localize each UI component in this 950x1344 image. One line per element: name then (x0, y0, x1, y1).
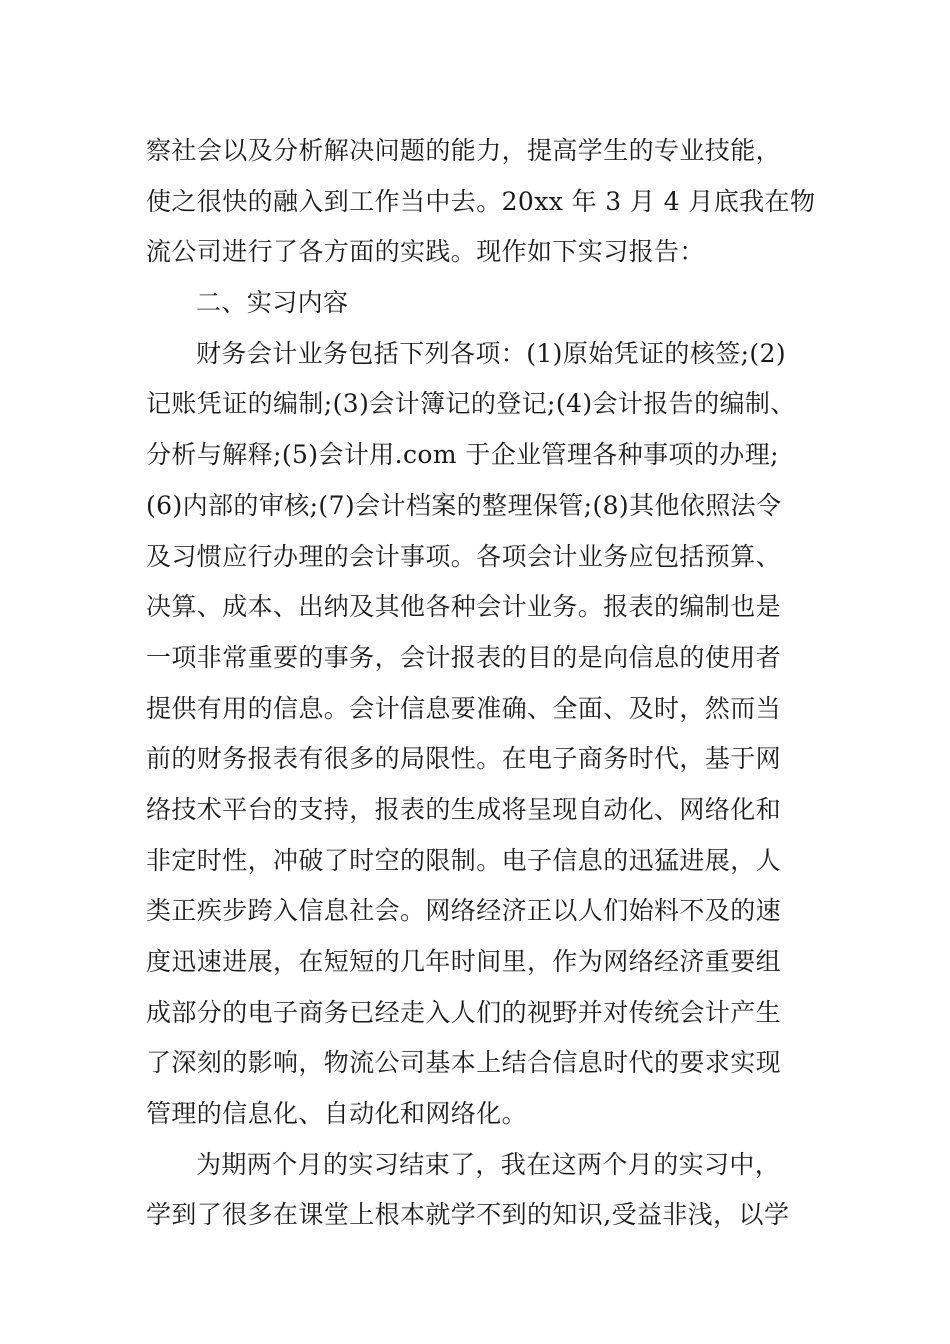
paragraph-line: 管理的信息化、自动化和网络化。 (146, 1099, 528, 1129)
paragraph-line: 前的财务报表有很多的局限性。在电子商务时代，基于网 (146, 744, 782, 774)
paragraph-line: 学到了很多在课堂上根本就学不到的知识,受益非浅，以学 (146, 1200, 790, 1230)
paragraph-line: 察社会以及分析解决问题的能力，提高学生的专业技能， (146, 136, 782, 165)
paragraph-line: 络技术平台的支持，报表的生成将呈现自动化、网络化和 (146, 794, 782, 824)
paragraph-line: 成部分的电子商务已经走入人们的视野并对传统会计产生 (146, 997, 782, 1027)
report-body (146, 126, 816, 1241)
paragraph-line: 一项非常重要的事务，会计报表的目的是向信息的使用者 (146, 642, 782, 672)
paragraph-line: 了深刻的影响，物流公司基本上结合信息时代的要求实现 (146, 1048, 782, 1078)
paragraph-line: 分析与解释;(5)会计用.com 于企业管理各种事项的办理; (146, 440, 779, 470)
paragraph-line: 度迅速进展，在短短的几年时间里，作为网络经济重要组 (146, 947, 782, 976)
paragraph-line: 决算、成本、出纳及其他各种会计业务。报表的编制也是 (146, 592, 782, 622)
paragraph-line: 使之很快的融入到工作当中去。20xx 年 3 月 4 月底我在物 (146, 186, 816, 216)
section-heading: 二、实习内容 (196, 288, 349, 318)
paragraph-line: 提供有用的信息。会计信息要准确、全面、及时，然而当 (146, 693, 782, 723)
paragraph-line: (6)内部的审核;(7)会计档案的整理保管;(8)其他依照法令 (146, 490, 782, 520)
paragraph-line: 流公司进行了各方面的实践。现作如下实习报告： (146, 237, 705, 267)
paragraph-line: 为期两个月的实习结束了，我在这两个月的实习中， (196, 1149, 781, 1179)
paragraph-line: 财务会计业务包括下列各项：(1)原始凭证的核签;(2) (196, 338, 787, 368)
paragraph-line: 非定时性，冲破了时空的限制。电子信息的迅猛进展，人 (146, 845, 782, 875)
paragraph-line: 类正疾步跨入信息社会。网络经济正以人们始料不及的速 (146, 896, 782, 926)
paragraph-line: 记账凭证的编制;(3)会计簿记的登记;(4)会计报告的编制、 (146, 389, 796, 419)
paragraph-line: 及习惯应行办理的会计事项。各项会计业务应包括预算、 (146, 541, 782, 571)
